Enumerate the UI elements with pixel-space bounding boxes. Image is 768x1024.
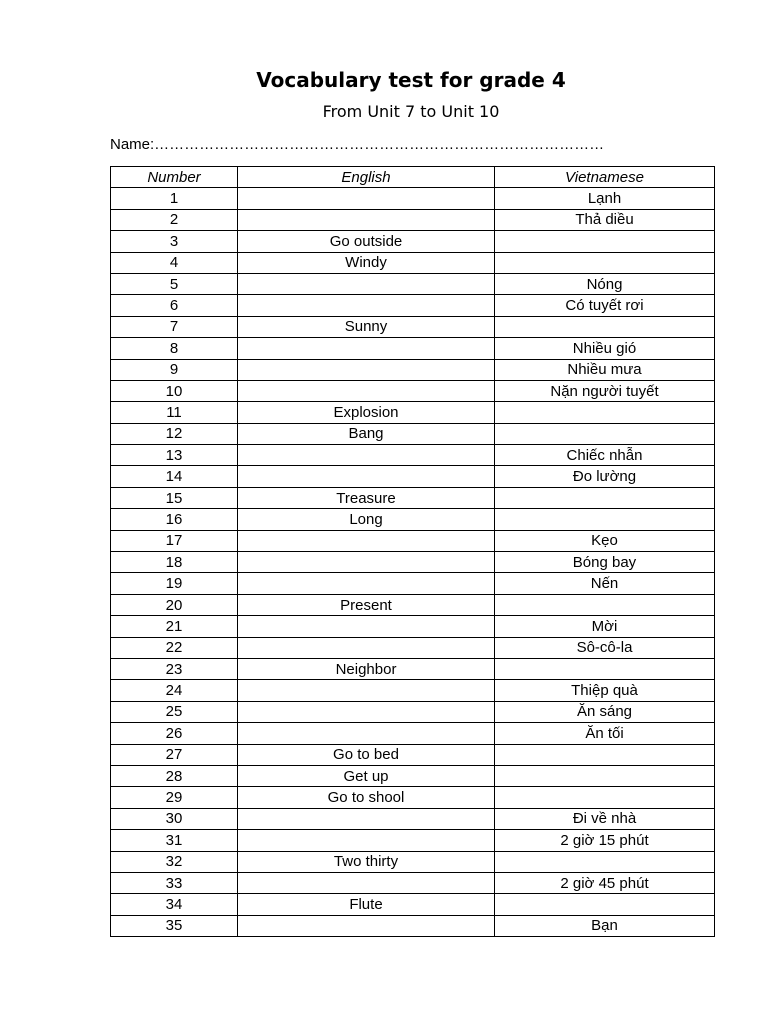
- cell-number: 34: [111, 894, 238, 915]
- cell-number: 11: [111, 402, 238, 423]
- cell-english: Bang: [238, 423, 495, 444]
- header-number: Number: [111, 167, 238, 188]
- document-subtitle: From Unit 7 to Unit 10: [322, 102, 500, 121]
- table-row: [111, 680, 715, 701]
- cell-english: [238, 273, 495, 294]
- table-row: [111, 830, 715, 851]
- table-row: [111, 273, 715, 294]
- cell-vietnamese: Bạn: [495, 915, 715, 936]
- cell-english: [238, 701, 495, 722]
- cell-number: 30: [111, 808, 238, 829]
- cell-number: 20: [111, 594, 238, 615]
- cell-vietnamese: Nóng: [495, 273, 715, 294]
- table-row: [111, 188, 715, 209]
- cell-english: Get up: [238, 765, 495, 786]
- cell-vietnamese: Chiếc nhẫn: [495, 445, 715, 466]
- cell-english: Explosion: [238, 402, 495, 423]
- cell-english: [238, 616, 495, 637]
- cell-vietnamese: [495, 487, 715, 508]
- table-row: [111, 851, 715, 872]
- cell-vietnamese: [495, 231, 715, 252]
- cell-number: 21: [111, 616, 238, 637]
- table-row: [111, 231, 715, 252]
- cell-number: 18: [111, 552, 238, 573]
- cell-vietnamese: [495, 252, 715, 273]
- cell-number: 17: [111, 530, 238, 551]
- cell-english: [238, 915, 495, 936]
- cell-vietnamese: [495, 744, 715, 765]
- cell-number: 25: [111, 701, 238, 722]
- header-english: English: [238, 167, 495, 188]
- table-row: [111, 295, 715, 316]
- cell-english: [238, 295, 495, 316]
- table-row: [111, 466, 715, 487]
- cell-number: 4: [111, 252, 238, 273]
- name-field-line: Name:………………………………………………………………………………: [110, 136, 605, 153]
- table-row: [111, 487, 715, 508]
- cell-number: 35: [111, 915, 238, 936]
- cell-number: 8: [111, 338, 238, 359]
- cell-number: 9: [111, 359, 238, 380]
- table-row: [111, 894, 715, 915]
- table-header-row: [111, 167, 715, 188]
- cell-vietnamese: 2 giờ 45 phút: [495, 872, 715, 893]
- table-row: [111, 445, 715, 466]
- cell-vietnamese: [495, 316, 715, 337]
- cell-number: 22: [111, 637, 238, 658]
- cell-number: 16: [111, 509, 238, 530]
- table-row: [111, 872, 715, 893]
- table-row: [111, 552, 715, 573]
- cell-english: Neighbor: [238, 658, 495, 679]
- cell-number: 3: [111, 231, 238, 252]
- table-row: [111, 380, 715, 401]
- cell-vietnamese: Lạnh: [495, 188, 715, 209]
- cell-vietnamese: Đo lường: [495, 466, 715, 487]
- table-row: [111, 744, 715, 765]
- cell-vietnamese: [495, 509, 715, 530]
- cell-english: Sunny: [238, 316, 495, 337]
- cell-english: [238, 552, 495, 573]
- cell-english: [238, 466, 495, 487]
- cell-english: [238, 573, 495, 594]
- cell-vietnamese: [495, 402, 715, 423]
- cell-number: 10: [111, 380, 238, 401]
- cell-number: 23: [111, 658, 238, 679]
- cell-english: [238, 188, 495, 209]
- cell-number: 26: [111, 723, 238, 744]
- cell-english: [238, 637, 495, 658]
- cell-english: Flute: [238, 894, 495, 915]
- cell-vietnamese: Thiệp quà: [495, 680, 715, 701]
- cell-vietnamese: Nặn người tuyết: [495, 380, 715, 401]
- cell-number: 1: [111, 188, 238, 209]
- cell-vietnamese: Thả diều: [495, 209, 715, 230]
- cell-english: [238, 830, 495, 851]
- cell-english: [238, 872, 495, 893]
- cell-number: 31: [111, 830, 238, 851]
- cell-english: Two thirty: [238, 851, 495, 872]
- cell-english: [238, 808, 495, 829]
- cell-vietnamese: [495, 658, 715, 679]
- cell-vietnamese: Ăn tối: [495, 723, 715, 744]
- table-row: [111, 423, 715, 444]
- cell-vietnamese: [495, 594, 715, 615]
- cell-vietnamese: Đi về nhà: [495, 808, 715, 829]
- cell-english: Go to shool: [238, 787, 495, 808]
- cell-number: 5: [111, 273, 238, 294]
- cell-vietnamese: Kẹo: [495, 530, 715, 551]
- table-row: [111, 252, 715, 273]
- cell-english: [238, 445, 495, 466]
- cell-number: 27: [111, 744, 238, 765]
- cell-vietnamese: [495, 423, 715, 444]
- cell-vietnamese: Nhiều gió: [495, 338, 715, 359]
- cell-number: 32: [111, 851, 238, 872]
- document-title: Vocabulary test for grade 4: [256, 68, 566, 92]
- cell-english: [238, 530, 495, 551]
- cell-number: 7: [111, 316, 238, 337]
- cell-vietnamese: Sô-cô-la: [495, 637, 715, 658]
- table-row: [111, 701, 715, 722]
- cell-vietnamese: [495, 765, 715, 786]
- cell-number: 6: [111, 295, 238, 316]
- cell-vietnamese: [495, 894, 715, 915]
- table-row: [111, 316, 715, 337]
- table-row: [111, 530, 715, 551]
- table-row: [111, 808, 715, 829]
- cell-english: [238, 209, 495, 230]
- cell-english: Go outside: [238, 231, 495, 252]
- cell-english: Windy: [238, 252, 495, 273]
- cell-english: [238, 680, 495, 701]
- cell-vietnamese: [495, 851, 715, 872]
- cell-number: 13: [111, 445, 238, 466]
- cell-english: Treasure: [238, 487, 495, 508]
- table-row: [111, 787, 715, 808]
- table-row: [111, 573, 715, 594]
- cell-vietnamese: Có tuyết rơi: [495, 295, 715, 316]
- header-vietnamese: Vietnamese: [495, 167, 715, 188]
- table-row: [111, 402, 715, 423]
- cell-number: 29: [111, 787, 238, 808]
- cell-number: 2: [111, 209, 238, 230]
- table-row: [111, 915, 715, 936]
- cell-vietnamese: [495, 787, 715, 808]
- table-body: [111, 188, 715, 937]
- cell-number: 12: [111, 423, 238, 444]
- cell-number: 19: [111, 573, 238, 594]
- table-row: [111, 616, 715, 637]
- cell-vietnamese: Mời: [495, 616, 715, 637]
- cell-number: 33: [111, 872, 238, 893]
- table-row: [111, 637, 715, 658]
- cell-english: [238, 723, 495, 744]
- cell-number: 24: [111, 680, 238, 701]
- table-row: [111, 338, 715, 359]
- table-row: [111, 723, 715, 744]
- cell-number: 14: [111, 466, 238, 487]
- cell-number: 28: [111, 765, 238, 786]
- cell-english: [238, 338, 495, 359]
- cell-english: Go to bed: [238, 744, 495, 765]
- cell-vietnamese: Bóng bay: [495, 552, 715, 573]
- cell-vietnamese: Ăn sáng: [495, 701, 715, 722]
- cell-english: Long: [238, 509, 495, 530]
- table-row: [111, 359, 715, 380]
- cell-vietnamese: Nến: [495, 573, 715, 594]
- table-row: [111, 765, 715, 786]
- cell-english: [238, 380, 495, 401]
- table-row: [111, 209, 715, 230]
- table-row: [111, 509, 715, 530]
- table-row: [111, 658, 715, 679]
- cell-english: [238, 359, 495, 380]
- table-row: [111, 594, 715, 615]
- cell-vietnamese: 2 giờ 15 phút: [495, 830, 715, 851]
- cell-number: 15: [111, 487, 238, 508]
- cell-vietnamese: Nhiều mưa: [495, 359, 715, 380]
- cell-english: Present: [238, 594, 495, 615]
- vocabulary-table: [110, 166, 715, 937]
